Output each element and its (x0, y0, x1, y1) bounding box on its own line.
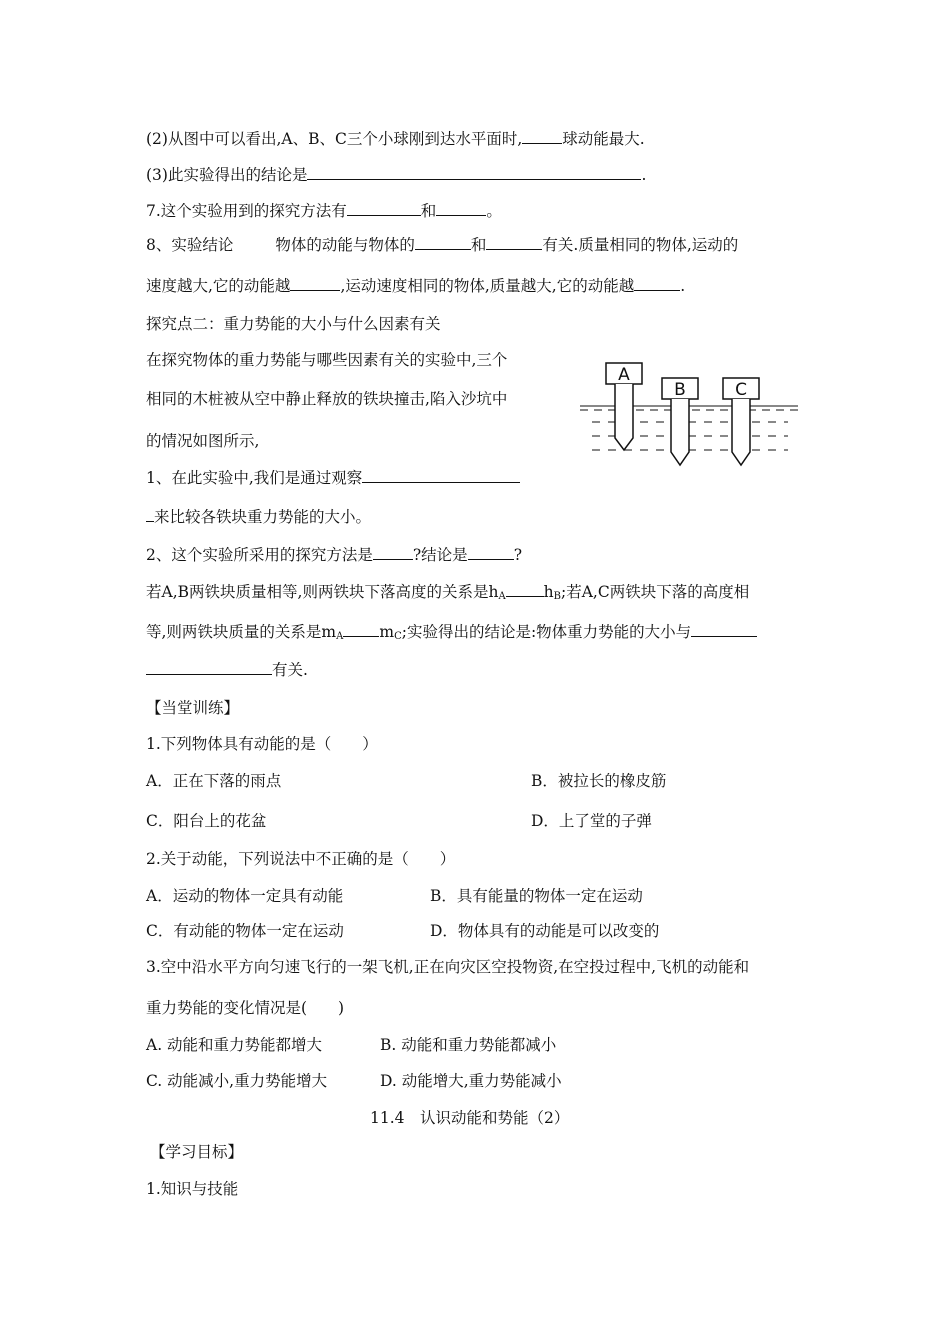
objective-1: 1.知识与技能 (146, 1180, 239, 1198)
objectives-title: 【学习目标】 (150, 1143, 244, 1161)
training-title: 【当堂训练】 (146, 699, 240, 717)
s2-q3-sub-b: B (553, 591, 562, 602)
s2-q3-text-7: 有关. (272, 661, 308, 679)
s2-q3-text-3: ;若A,C两铁块下落的高度相 (561, 583, 750, 601)
s2-q3-text-6: ;实验得出的结论是:物体重力势能的大小与 (401, 623, 692, 641)
q8-end: . (680, 277, 686, 295)
s2-q1-line (146, 468, 520, 488)
q7-and: 和 (420, 202, 437, 220)
stake-c-label: C (735, 380, 747, 400)
q8-blank-3[interactable] (290, 276, 340, 291)
t2-option-d[interactable]: D．物体具有的动能是可以改变的 (430, 922, 660, 940)
q2-text-end: 球动能最大. (562, 130, 645, 148)
s2-q2-end: ? (513, 546, 522, 564)
t3-stem-2: 重力势能的变化情况是( ) (146, 999, 345, 1017)
s2-q1-line-2 (146, 507, 371, 527)
s2-q3-text-2: h (543, 583, 554, 601)
s2-q3-blank-4[interactable] (146, 660, 272, 675)
t2-stem: 2.关于动能，下列说法中不正确的是（ ） (146, 850, 456, 868)
stake-a-label: A (618, 365, 630, 385)
q2-blank[interactable] (522, 129, 562, 144)
q8-text-2: 速度越大,它的动能越 (146, 277, 291, 295)
stake-b-label: B (674, 380, 686, 400)
q8-blank-2[interactable] (486, 235, 542, 250)
section2-intro-2: 相同的木桩被从空中静止释放的铁块撞击,陷入沙坑中 (146, 390, 508, 408)
s2-q3-text-4: 等,则两铁块质量的关系是m (146, 623, 337, 641)
t1-option-b[interactable]: B．被拉长的橡皮筋 (531, 772, 667, 790)
s2-q2-blank-1[interactable] (373, 545, 413, 560)
t3-option-a[interactable]: A. 动能和重力势能都增大 (146, 1036, 323, 1054)
q3-text: (3)此实验得出的结论是 (146, 166, 308, 184)
stakes-figure (578, 360, 803, 472)
t2-option-b[interactable]: B．具有能量的物体一定在运动 (430, 887, 643, 905)
s2-q3-sub-a: A (498, 591, 506, 602)
q8-label: 8、实验结论 (146, 236, 234, 254)
s2-q1-text-2: 来比较各铁块重力势能的大小。 (154, 508, 372, 526)
q8-blank-4[interactable] (634, 276, 680, 291)
q7-line (146, 201, 502, 221)
q7-text: 7.这个实验用到的探究方法有 (146, 202, 347, 220)
s2-q3-sub-a2: A (336, 631, 344, 642)
s2-q1-blank[interactable] (362, 468, 520, 483)
q7-end: 。 (486, 202, 502, 220)
s2-q3-line-3 (146, 660, 308, 680)
s2-q3-blank-1[interactable] (506, 582, 544, 597)
q8-text-3: ,运动速度相同的物体,质量越大,它的动能越 (340, 277, 635, 295)
q8-line-2 (146, 276, 685, 296)
s2-q3-line-1 (146, 582, 749, 607)
s2-q3-text-5: m (379, 623, 395, 641)
t1-option-d[interactable]: D．上了堂的子弹 (531, 812, 652, 830)
t1-option-a[interactable]: A．正在下落的雨点 (146, 772, 282, 790)
s2-q1-blank-2[interactable] (146, 507, 154, 522)
t3-option-d[interactable]: D. 动能增大,重力势能减小 (380, 1072, 562, 1090)
q8-and: 和 (470, 236, 487, 254)
s2-q2-mid: ?结论是 (412, 546, 468, 564)
q2-line (146, 129, 645, 149)
q7-blank-1[interactable] (347, 201, 421, 216)
section2-intro-3: 的情况如图所示, (146, 432, 260, 450)
q8-text: 物体的动能与物体的 (275, 236, 415, 254)
t1-stem: 1.下列物体具有动能的是（ ） (146, 735, 378, 753)
s2-q3-line-2 (146, 622, 757, 647)
s2-q2-line (146, 545, 522, 565)
section2-intro-1: 在探究物体的重力势能与哪些因素有关的实验中,三个 (146, 351, 508, 369)
q3-text-end: . (641, 166, 647, 184)
s2-q2-text: 2、这个实验所采用的探究方法是 (146, 546, 373, 564)
q8-blank-1[interactable] (415, 235, 471, 250)
t3-option-c[interactable]: C. 动能减小,重力势能增大 (146, 1072, 328, 1090)
q2-text: (2)从图中可以看出,A、B、C三个小球刚到达水平面时, (146, 130, 523, 148)
t2-option-a[interactable]: A．运动的物体一定具有动能 (146, 887, 344, 905)
s2-q3-blank-2[interactable] (343, 622, 379, 637)
t2-option-c[interactable]: C．有动能的物体一定在运动 (146, 922, 344, 940)
s2-q3-blank-3[interactable] (691, 622, 757, 637)
q3-line (146, 165, 646, 185)
s2-q2-blank-2[interactable] (468, 545, 514, 560)
q3-blank[interactable] (307, 165, 641, 180)
section2-title: 探究点二：重力势能的大小与什么因素有关 (146, 315, 441, 333)
s2-q3-sub-c: C (394, 631, 402, 642)
t3-stem-1: 3.空中沿水平方向匀速飞行的一架飞机,正在向灾区空投物资,在空投过程中,飞机的动能和 (146, 958, 750, 976)
s2-q3-text-1: 若A,B两铁块质量相等,则两铁块下落高度的关系是h (146, 583, 499, 601)
s2-q1-text: 1、在此实验中,我们是通过观察 (146, 469, 363, 487)
next-section-title: 11.4 认识动能和势能（2） (370, 1109, 570, 1127)
q8-line-1 (146, 235, 738, 255)
t3-option-b[interactable]: B. 动能和重力势能都减小 (380, 1036, 557, 1054)
q8-text-end: 有关.质量相同的物体,运动的 (542, 236, 739, 254)
q7-blank-2[interactable] (436, 201, 486, 216)
t1-option-c[interactable]: C．阳台上的花盆 (146, 812, 267, 830)
